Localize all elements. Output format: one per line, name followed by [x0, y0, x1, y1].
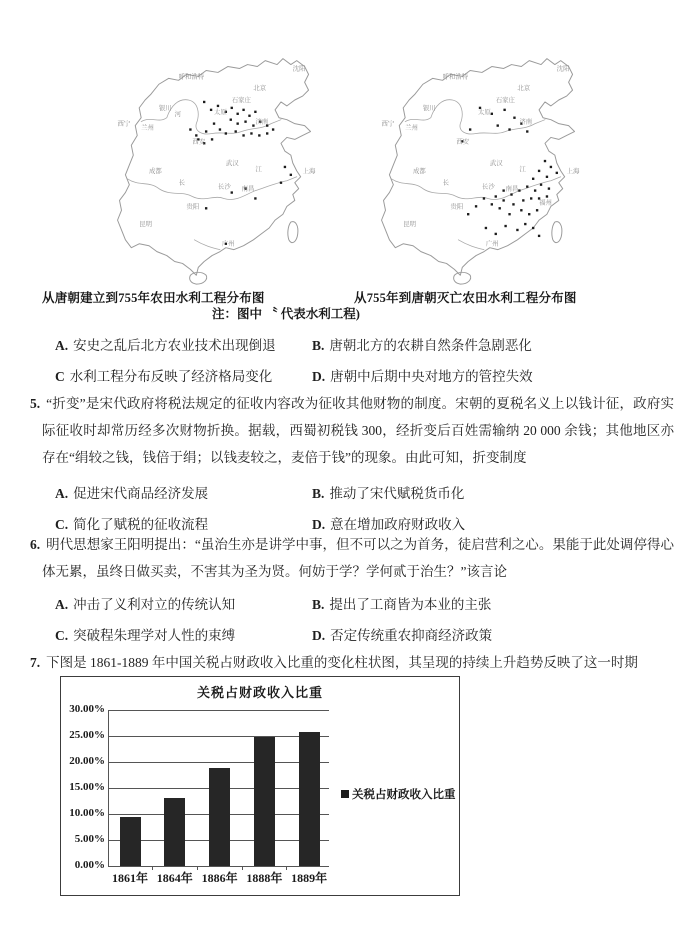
map-city-label: 长	[178, 179, 185, 187]
chart-bar	[120, 817, 141, 866]
option-label: B.	[312, 338, 325, 353]
water-project-dot	[512, 203, 514, 205]
x-tick-label: 1864年	[156, 871, 193, 885]
water-project-dot	[508, 213, 510, 215]
map-city-label: 沈阳	[556, 65, 570, 73]
china-map-drawing	[88, 40, 344, 288]
water-project-dot	[219, 128, 221, 130]
water-project-dot	[556, 172, 558, 174]
question-number: 7.	[30, 655, 41, 670]
map-city-label: 西宁	[117, 120, 131, 128]
option-text: 简化了赋税的征收流程	[73, 517, 209, 532]
water-project-dot	[483, 197, 485, 199]
water-project-dot	[538, 235, 540, 237]
water-project-dot	[225, 132, 227, 134]
water-project-dot	[242, 134, 244, 136]
option-label: B.	[312, 597, 325, 612]
map-city-label: 广州	[485, 240, 499, 248]
option-label: D.	[312, 517, 326, 532]
map-city-label: 河	[174, 110, 182, 118]
china-map-drawing	[352, 40, 608, 288]
water-project-dot	[280, 182, 282, 184]
water-project-dot	[203, 101, 205, 103]
map-city-label: 上海	[566, 167, 580, 175]
map-right-caption: 从755年到唐朝灭亡农田水利工程分布图	[354, 291, 577, 305]
chart-title: 关税占财政收入比重	[196, 685, 323, 700]
chart-bar	[299, 732, 320, 866]
chart-legend	[341, 786, 456, 802]
q5-option-d	[312, 513, 465, 533]
map-city-label: 昆明	[139, 221, 152, 229]
map-city-label: 呼和浩特	[442, 73, 469, 81]
option-label: D.	[312, 628, 326, 643]
y-tick-label: 30.00%	[69, 703, 105, 715]
question-5-stem	[30, 390, 674, 471]
q6-option-c	[55, 624, 235, 644]
water-project-dot	[252, 124, 254, 126]
x-tick-label: 1886年	[201, 871, 238, 885]
q6-option-a	[55, 593, 235, 613]
question-number: 6.	[30, 537, 41, 552]
water-project-dot	[532, 178, 534, 180]
map-left-tang-early	[88, 40, 344, 288]
map-city-label: 太原	[214, 108, 227, 116]
q5-option-a	[55, 482, 208, 502]
q4-option-c	[55, 365, 272, 385]
water-project-dot	[195, 134, 197, 136]
water-project-dot	[266, 132, 268, 134]
water-project-dot	[236, 122, 238, 124]
map-city-label: 兰州	[141, 124, 154, 132]
question-7-stem	[30, 649, 674, 676]
water-project-dot	[495, 195, 497, 197]
x-tick-label: 1888年	[246, 871, 283, 885]
y-tick-label: 0.00%	[74, 859, 105, 871]
water-project-dot	[544, 160, 546, 162]
chart-bar	[209, 768, 230, 866]
chart-bar	[164, 798, 185, 866]
map-city-label: 成都	[413, 167, 426, 175]
map-city-label: 南昌	[241, 185, 255, 193]
option-text: 唐朝中后期中央对地方的管控失效	[330, 369, 533, 384]
map-city-label: 长沙	[217, 183, 231, 191]
legend-swatch	[341, 790, 349, 798]
option-text: 水利工程分布反映了经济格局变化	[69, 369, 273, 384]
map-city-label: 北京	[253, 85, 267, 93]
question-text: 明代思想家王阳明提出：“虽治生亦是讲学中事，但不可以之为首务，徒启营利之心。果能于此处调停得心体无累，虽终日做买卖，不害其为圣为贤。何妨于学？学何贰于治生？”该言论	[42, 537, 674, 579]
water-project-dot	[290, 174, 292, 176]
water-project-dot	[499, 207, 501, 209]
map-city-label: 银川	[422, 104, 436, 112]
water-project-dot	[518, 189, 520, 191]
water-project-dot	[205, 130, 207, 132]
water-project-dot	[467, 213, 469, 215]
map-city-label: 江	[519, 165, 526, 173]
map-city-label: 石家庄	[231, 96, 251, 104]
bar-chart	[60, 676, 460, 896]
q5-option-c	[55, 513, 208, 533]
map-city-label: 银川	[158, 104, 172, 112]
water-project-dot	[508, 128, 510, 130]
map-city-label: 沈阳	[292, 65, 306, 73]
option-label: D.	[312, 369, 326, 384]
map-city-label: 西安	[456, 138, 470, 146]
water-project-dot	[522, 199, 524, 201]
legend-label: 关税占财政收入比重	[352, 789, 456, 801]
water-project-dot	[546, 195, 548, 197]
map-city-label: 长	[442, 179, 449, 187]
water-project-dot	[510, 193, 512, 195]
water-project-dot	[540, 183, 542, 185]
water-project-dot	[524, 223, 526, 225]
water-project-dot	[516, 229, 518, 231]
q5-option-b	[312, 482, 464, 502]
water-project-dot	[244, 120, 246, 122]
water-project-dot	[231, 191, 233, 193]
option-label: A.	[55, 338, 69, 353]
water-project-dot	[504, 225, 506, 227]
map-city-label: 成都	[149, 167, 162, 175]
water-project-dot	[491, 113, 493, 115]
water-project-dot	[526, 130, 528, 132]
option-label: C	[55, 369, 65, 384]
y-tick-label: 20.00%	[69, 755, 105, 767]
option-text: 推动了宋代赋税货币化	[329, 486, 465, 501]
water-project-dot	[495, 233, 497, 235]
water-project-dot	[497, 124, 499, 126]
map-right-tang-late	[352, 40, 608, 288]
map-city-label: 济南	[519, 118, 533, 126]
water-project-dot	[485, 227, 487, 229]
map-city-label: 济南	[255, 118, 269, 126]
option-text: 突破程朱理学对人性的束缚	[73, 628, 236, 643]
map-city-label: 太原	[478, 108, 491, 116]
water-project-dot	[231, 107, 233, 109]
map-left-caption: 从唐朝建立到755年农田水利工程分布图	[42, 291, 265, 305]
question-6-stem	[30, 531, 674, 585]
map-city-label: 贵阳	[450, 203, 464, 211]
y-tick-label: 25.00%	[69, 729, 105, 741]
map-city-label: 武汉	[489, 159, 503, 167]
map-city-label: 贵阳	[186, 203, 200, 211]
water-project-dot	[272, 128, 274, 130]
water-project-dot	[548, 187, 550, 189]
water-project-dot	[236, 113, 238, 115]
y-tick-label: 15.00%	[69, 781, 105, 793]
chart-bar	[254, 737, 275, 866]
water-project-dot	[248, 115, 250, 117]
map-city-label: 西安	[192, 138, 206, 146]
question-text: “折变”是宋代政府将税法规定的征收内容改为征收其他财物的制度。宋朝的夏税名义上以钱计征，政府实际征收时却常历经多次财物折换。据载，西蜀初税钱 300，经折变后百姓需输纳 20 000 余钱；其他地区亦存在“绢较之钱，钱倍于绢；以钱麦较之，麦倍于钱”的现象。由此可知，折变制度	[42, 396, 674, 465]
x-tick-label: 1889年	[291, 871, 328, 885]
water-project-dot	[242, 109, 244, 111]
y-axis-line	[108, 710, 109, 866]
option-text: 唐朝北方的农耕自然条件急剧恶化	[329, 338, 532, 353]
water-project-dot	[254, 111, 256, 113]
y-tick-label: 5.00%	[74, 833, 105, 845]
water-project-dot	[258, 134, 260, 136]
q4-option-b	[312, 334, 532, 354]
water-project-dot	[211, 138, 213, 140]
option-text: 冲击了义利对立的传统认知	[73, 597, 236, 612]
water-project-dot	[475, 205, 477, 207]
map-city-label: 广州	[221, 240, 235, 248]
water-project-dot	[189, 128, 191, 130]
chart-gridline	[108, 762, 329, 763]
map-city-label: 福州	[539, 199, 552, 207]
water-project-dot	[528, 213, 530, 215]
water-project-dot	[532, 227, 534, 229]
water-project-dot	[520, 209, 522, 211]
water-project-dot	[250, 132, 252, 134]
water-project-dot	[213, 122, 215, 124]
chart-gridline	[108, 710, 329, 711]
option-label: C.	[55, 517, 69, 532]
water-project-dot	[513, 117, 515, 119]
water-project-dot	[254, 197, 256, 199]
water-project-dot	[502, 199, 504, 201]
chart-gridline	[108, 866, 329, 867]
question-number: 5.	[30, 396, 41, 411]
chart-gridline	[108, 736, 329, 737]
map-city-label: 石家庄	[495, 96, 515, 104]
water-project-dot	[217, 105, 219, 107]
x-tick-label: 1861年	[111, 871, 148, 885]
water-project-dot	[546, 176, 548, 178]
option-text: 促进宋代商品经济发展	[73, 486, 209, 501]
map-city-label: 呼和浩特	[178, 73, 205, 81]
option-label: C.	[55, 628, 69, 643]
option-text: 意在增加政府财政收入	[330, 517, 466, 532]
option-label: A.	[55, 486, 69, 501]
q4-option-a	[55, 334, 276, 354]
q6-option-b	[312, 593, 491, 613]
water-project-dot	[503, 109, 505, 111]
map-city-label: 西宁	[381, 120, 395, 128]
water-project-dot	[502, 189, 504, 191]
water-project-dot	[534, 189, 536, 191]
option-label: A.	[55, 597, 69, 612]
option-text: 提出了工商皆为本业的主张	[329, 597, 492, 612]
water-project-dot	[550, 166, 552, 168]
water-project-dot	[491, 203, 493, 205]
water-project-dot	[526, 185, 528, 187]
water-project-dot	[205, 207, 207, 209]
map-city-label: 北京	[517, 85, 531, 93]
question-text: 下图是 1861-1889 年中国关税占财政收入比重的变化柱状图，其呈现的持续上升趋势反映了这一时期	[46, 655, 638, 670]
map-city-label: 江	[255, 165, 262, 173]
q6-option-d	[312, 624, 492, 644]
map-city-label: 南昌	[505, 185, 519, 193]
map-note: 注：图中 〝 代表水利工程)	[212, 307, 360, 321]
option-label: B.	[312, 486, 325, 501]
water-project-dot	[536, 209, 538, 211]
water-project-dot	[210, 109, 212, 111]
option-text: 否定传统重农抑商经济政策	[330, 628, 493, 643]
option-text: 安史之乱后北方农业技术出现倒退	[73, 338, 276, 353]
water-project-dot	[530, 197, 532, 199]
water-project-dot	[230, 119, 232, 121]
water-project-dot	[538, 170, 540, 172]
map-city-label: 上海	[302, 167, 316, 175]
map-city-label: 长沙	[481, 183, 495, 191]
map-city-label: 昆明	[403, 221, 416, 229]
water-project-dot	[235, 130, 237, 132]
water-project-dot	[469, 128, 471, 130]
q4-option-d	[312, 365, 533, 385]
map-city-label: 武汉	[225, 159, 239, 167]
y-tick-label: 10.00%	[69, 807, 105, 819]
water-project-dot	[284, 166, 286, 168]
map-city-label: 兰州	[405, 124, 418, 132]
